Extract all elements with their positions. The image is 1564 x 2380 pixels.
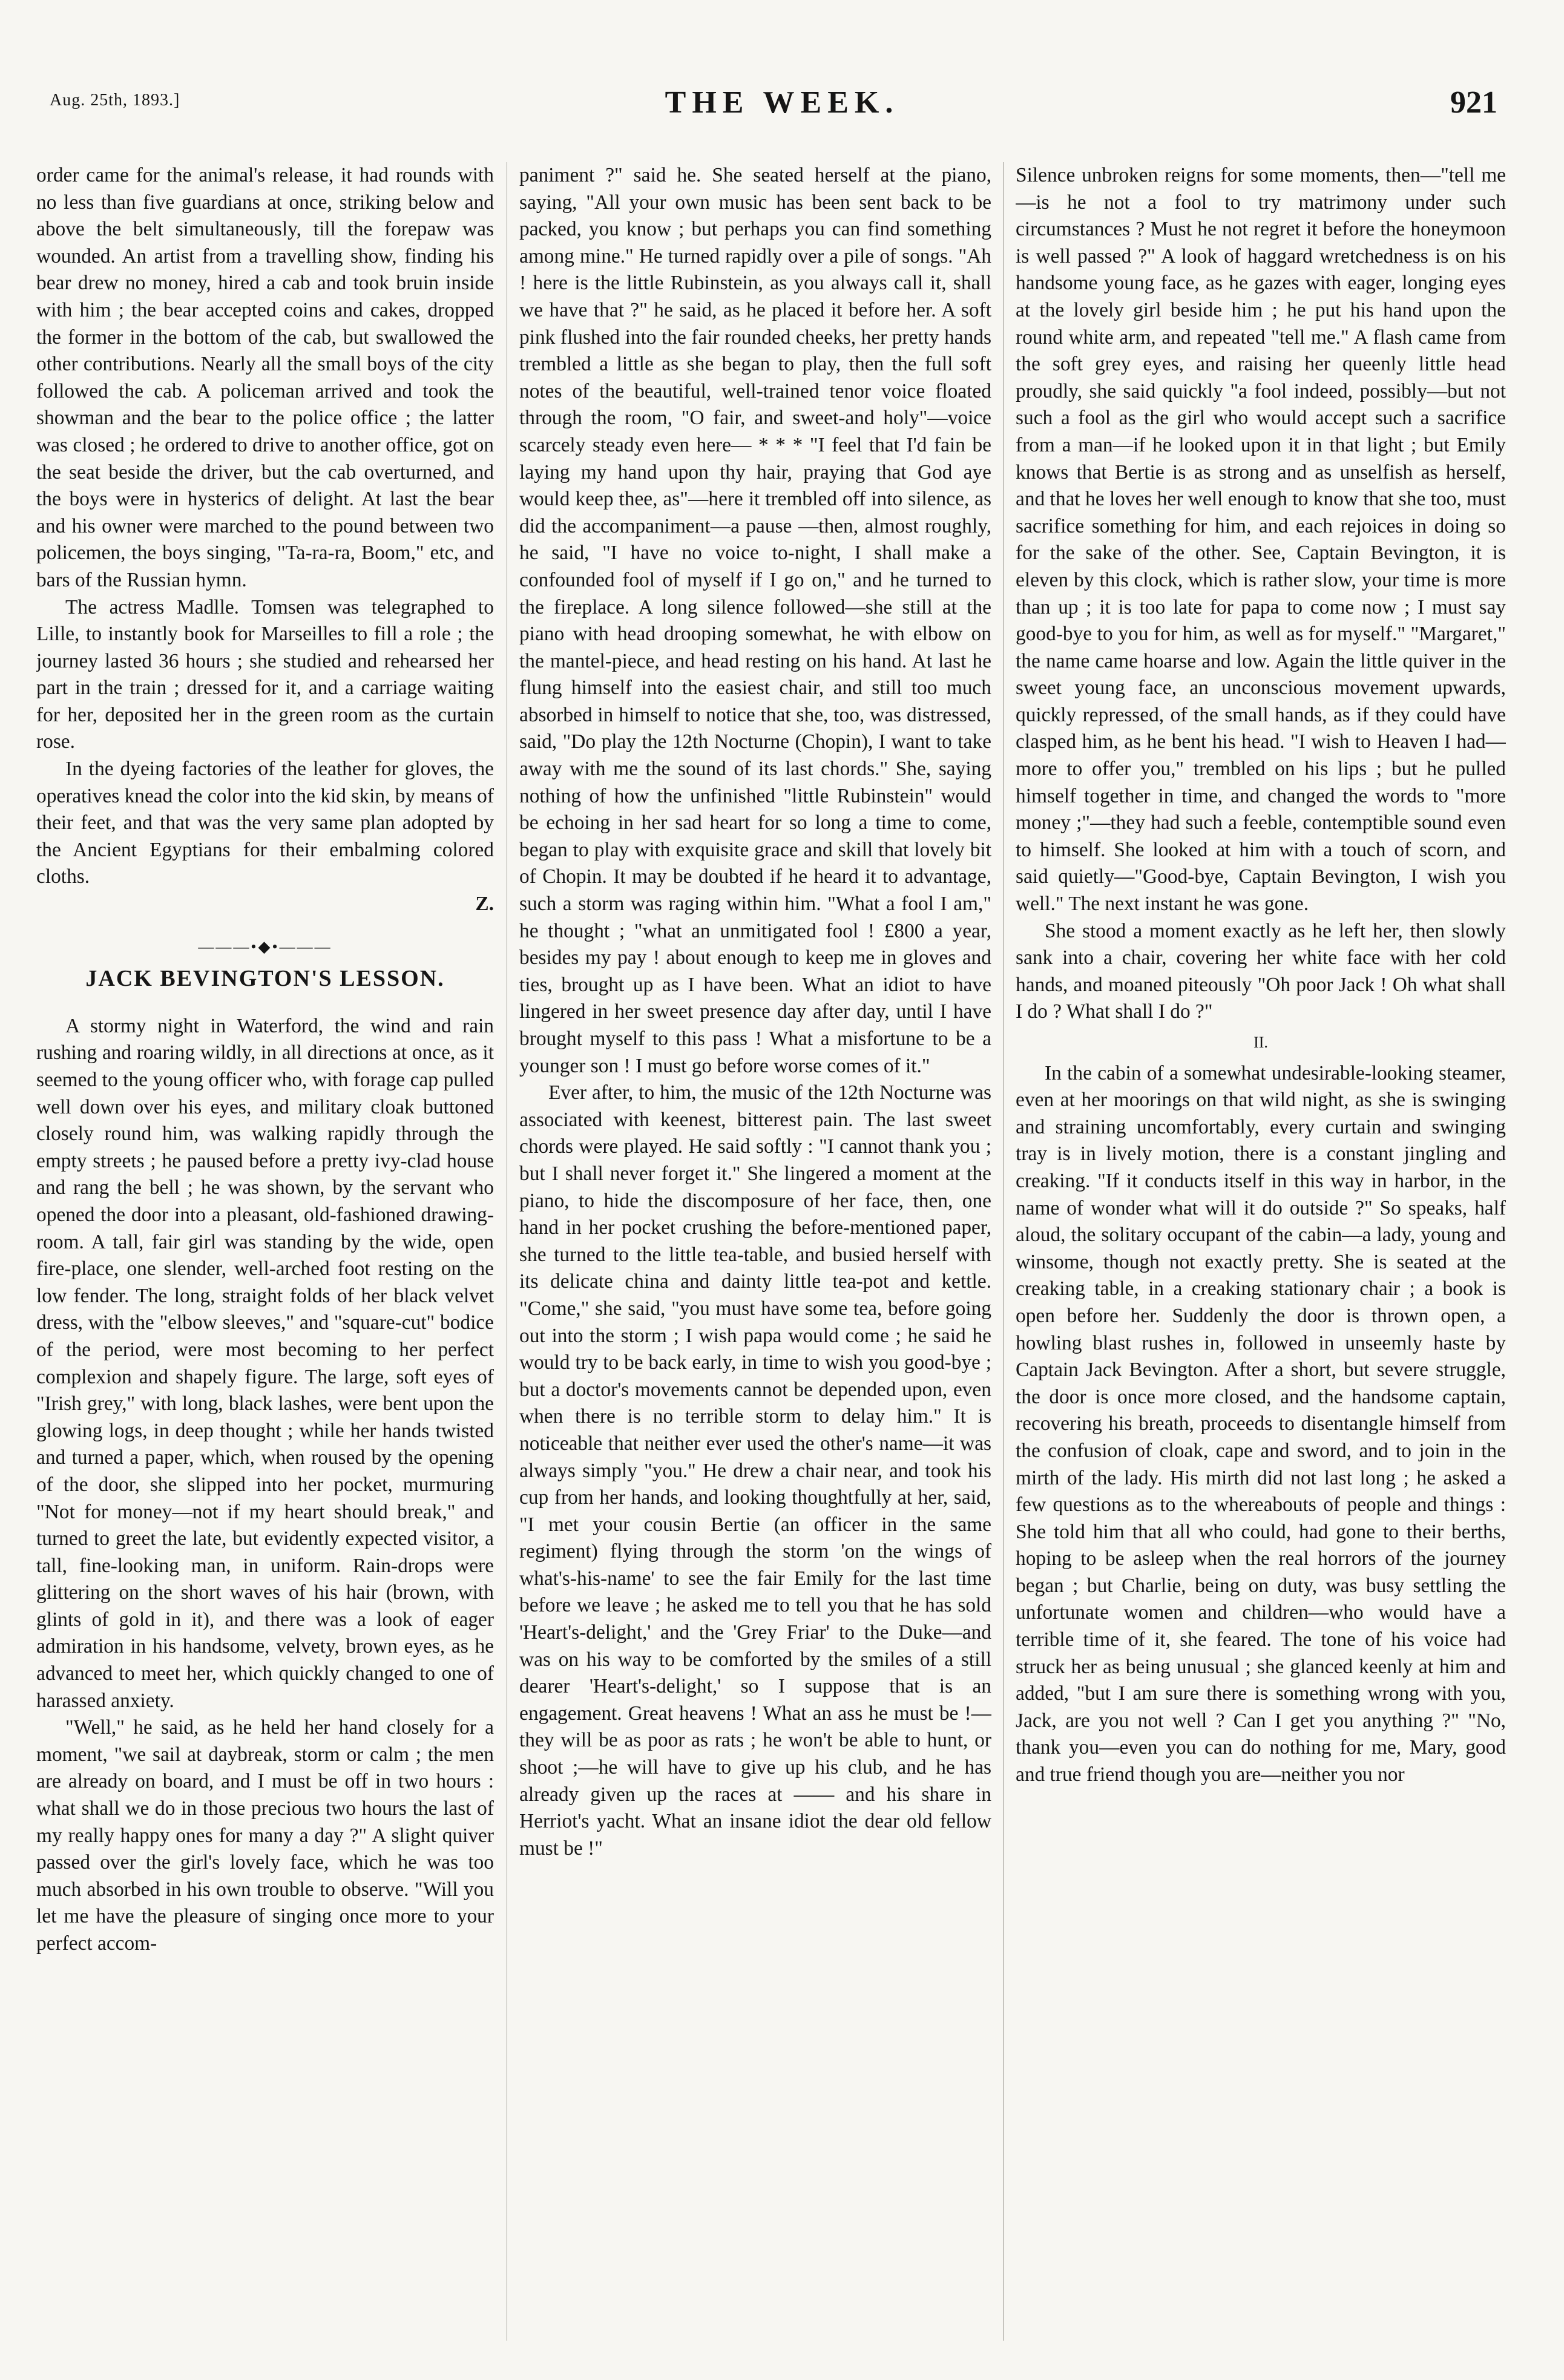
- column-2: [519, 162, 991, 2341]
- paragraph: The actress Madlle. Tomsen was telegraphed to Lille, to instantly book for Marseilles to fill a role ; the journey lasted 36 hours ; she studied and rehearsed her part in the train ; dressed for it, and a carriage waiting for her, deposited her in the green room as the curtain rose.: [36, 595, 494, 753]
- paragraph: paniment ?" said he. She seated herself at the piano, saying, "All your own music has been sent back to be packed, you know ; but perhaps you can find something among mine." He turned rapidly over a pile of songs. "Ah ! here is the little Rubinstein, as you always call it, shall we have that ?" he said, as he placed it before her. A soft pink flushed into the fair rounded cheeks, her pretty hands trembled a little as she began to play, then the full soft notes of the beautiful, well-trained tenor voice floated through the room, "O fair, and sweet-and holy"—voice scarcely steady even here— * * * "I feel that I'd fain be laying my hand upon thy hair, praying that God aye would keep thee, as"—here it trembled off into silence, as did the accompaniment—a pause —then, almost roughly, he said, "I have no voice to-night, I shall make a confounded fool of myself if I go on," and he turned to the fireplace. A long silence followed—she still at the piano with head drooping somewhat, he with elbow on the mantel-piece, and head resting on his hand. At last he flung himself into the easiest chair, and still too much absorbed in himself to notice that she, too, was distressed, said, "Do play the 12th Nocturne (Chopin), I want to take away with me the sound of its last chords." She, saying nothing of how the unfinished "little Rubinstein" would be echoing in her sad heart for so long a time to come, began to play with exquisite grace and skill that lovely bit of Chopin. It may be doubted if he heard it to advantage, such a storm was raging within him. "What a fool I am," he thought ; "what an unmitigated fool ! £800 a year, besides my pay ! about enough to keep me in gloves and ties, brought up as I have been. What an idiot to have lingered in her sweet presence day after day, until I have brought myself to this pass ! What a misfortune to be a younger son ! I must go before worse comes of it.": [519, 164, 991, 1077]
- section-ornament: ———•◆•———: [198, 937, 332, 956]
- paragraph: Ever after, to him, the music of the 12th Nocturne was associated with keenest, bitterest pain. The last sweet chords were played. He said softly : "I cannot thank you ; but I shall never forget it." She lingered a moment at the piano, to hide the discomposure of her face, then, one hand in her pocket crushing the before-mentioned paper, she turned to the little tea-table, and busied herself with its delicate china and dainty little tea-pot and kettle. "Come," she said, "you must have some tea, before going out into the storm ; I wish papa would come ; he said he would try to be back early, in time to wish you good-bye ; but a doctor's movements cannot be depended upon, even when there is no terrible storm to delay him." It is noticeable that neither ever used the other's name—it was always simply "you." He drew a chair near, and took his cup from her hands, and looking thoughtfully at her, said, "I met your cousin Bertie (an officer in the same regiment) flying through the storm 'on the wings of what's-his-name' to see the fair Emily for the last time before we leave ; he asked me to tell you that he has sold 'Heart's-delight,' and the 'Grey Friar' to the Duke—and was on his way to be comforted by the smiles of a still dearer 'Heart's-delight,' so I suppose that is an engagement. Great heavens ! What an ass he must be !—they will be as poor as rats ; he won't be able to hunt, or shoot ;—he will have to give up his club, and he has already given up the races at —— and his share in Herriot's yacht. What an insane idiot the dear old fellow must be !": [519, 1081, 991, 1860]
- issue-date: Aug. 25th, 1893.]: [50, 91, 180, 110]
- page-number: 921: [1450, 85, 1497, 120]
- section-number: II.: [1254, 1034, 1268, 1051]
- paragraph: Silence unbroken reigns for some moments, then—"tell me—is he not a fool to try matrimony under such circumstances ? Must he not regret it before the honeymoon is well passed ?" A look of haggard wretchedness is on his handsome young face, as he gazes with eager, longing eyes at the lovely girl beside him ; he put his hand upon the round white arm, and repeated "tell me." A flash came from the soft grey eyes, and raising her queenly little head proudly, she said quickly "a fool indeed, possibly—but not such a fool as the girl who would accept such a sacrifice from a man—if he looked upon it in that light ; but Emily knows that Bertie is as strong and as unselfish as herself, and that he loves her well enough to know that she too, must sacrifice something for him, and each rejoices in doing so for the sake of the other. See, Captain Bevington, it is eleven by this clock, which is rather slow, your time is more than up ; it is too late for papa to come now ; I must say good-bye to you for him, as well as for myself." "Margaret," the name came hoarse and low. Again the little quiver in the sweet young face, an unconscious movement upwards, quickly repressed, of the small hands, as if they could have clasped him, as he bent his head. "I wish to Heaven I had—more to offer you," trembled on his lips ; but he pulled himself together in time, and changed the words to "more money ;"—they had such a feeble, contemptible sound even to himself. She looked at him with a touch of scorn, and said quietly—"Good-bye, Captain Bevington, I wish you well." The next instant he was gone.: [1016, 164, 1506, 916]
- paragraph: In the cabin of a somewhat undesirable-looking steamer, even at her moorings on that wild night, as she is swinging and straining uncomfortably, every curtain and swinging tray is in lively motion, there is a constant jingling and creaking. "If it conducts itself in this way in harbor, in the name of wonder what will it do outside ?" So speaks, half aloud, the solitary occupant of the cabin—a lady, young and winsome, though not exactly pretty. She is seated at the creaking table, in a creaking stationary chair ; a book is open before her. Suddenly the door is thrown open, a howling blast rushes in, followed in unseemly haste by Captain Jack Bevington. After a short, but severe struggle, the door is once more closed, and the handsome captain, recovering his breath, proceeds to disentangle himself from the confusion of cloak, cape and sword, and to join in the mirth of the lady. His mirth did not last long ; he asked a few questions as to the whereabouts of people and things : She told him that all who could, had gone to their berths, hoping to be asleep when the real horrors of the journey began ; but Charlie, being on duty, was busy settling the unfortunate women and children—who would have a terrible time of it, she feared. The tone of his voice had struck her as being unusual ; she glanced keenly at him and added, "but I am sure there is something wrong with you, Jack, are you not well ? Can I get you anything ?" "No, thank you—even you can do nothing for me, Mary, good and true friend though you are—neither you nor: [1016, 1061, 1506, 1786]
- column-3: [1016, 162, 1506, 2341]
- column-rule: [1003, 162, 1004, 2341]
- paragraph: "Well," he said, as he held her hand closely for a moment, "we sail at daybreak, storm or calm ; the men are already on board, and I must be off in two hours : what shall we do in those precious two hours the last of my really happy ones for many a day ?" A slight quiver passed over the girl's lovely face, which he was too much absorbed in his own trouble to observe. "Will you let me have the pleasure of singing once more to your perfect accom-: [36, 1716, 494, 1955]
- column-1: [36, 162, 494, 2341]
- masthead-title: THE WEEK.: [665, 85, 899, 120]
- paragraph: order came for the animal's release, it had rounds with no less than five guardians at once, striking below and above the belt simultaneously, till the forepaw was wounded. An artist from a travelling show, finding his bear drew no money, hired a cab and took bruin inside with him ; the bear accepted coins and cakes, dropped the former in the bottom of the cab, but swallowed the other contributions. Nearly all the small boys of the city followed the cab. A policeman arrived and took the showman and the bear to the police office ; the latter was closed ; he ordered to drive to another office, got on the seat beside the driver, but the cab overturned, and the boys were in hysterics of delight. At last the bear and his owner were marched to the pound between two policemen, the boys singing, "Ta-ra-ra, Boom," etc, and bars of the Russian hymn.: [36, 164, 494, 591]
- paragraph: A stormy night in Waterford, the wind and rain rushing and roaring wildly, in all directions at once, as it seemed to the young officer who, with forage cap pulled well down over his eyes, and military cloak buttoned closely round him, was walking rapidly through the empty streets ; he paused before a pretty ivy-clad house and rang the bell ; he was shown, by the servant who opened the door into a pleasant, old-fashioned drawing-room. A tall, fair girl was standing by the wide, open fire-place, one slender, well-arched foot resting on the low fender. The long, straight folds of her black velvet dress, with the "elbow sleeves," and "square-cut" bodice of the period, were most becoming to her perfect complexion and shapely figure. The large, soft eyes of "Irish grey," with long, black lashes, were bent upon the glowing logs, in deep thought ; while her hands twisted and turned a paper, which, when roused by the opening of the door, she slipped into her pocket, murmuring "Not for money—not if my heart should break," and turned to greet the late, but evidently expected visitor, a tall, fine-looking man, in uniform. Rain-drops were glittering on the short waves of his hair (brown, with glints of gold in it), and there was a look of eager admiration in his handsome, velvety, brown eyes, as he advanced to meet her, which quickly changed to one of harassed anxiety.: [36, 1014, 494, 1712]
- signature: Z.: [475, 893, 494, 916]
- story-headline: JACK BEVINGTON'S LESSON.: [85, 966, 445, 992]
- paragraph: In the dyeing factories of the leather for gloves, the operatives knead the color into the kid skin, by means of their feet, and that was the very same plan adopted by the Ancient Egyptians for their embalming colored cloths.: [36, 758, 494, 888]
- paragraph: She stood a moment exactly as he left her, then slowly sank into a chair, covering her white face with her cold hands, and moaned piteously "Oh poor Jack ! Oh what shall I do ? What shall I do ?": [1016, 919, 1506, 1023]
